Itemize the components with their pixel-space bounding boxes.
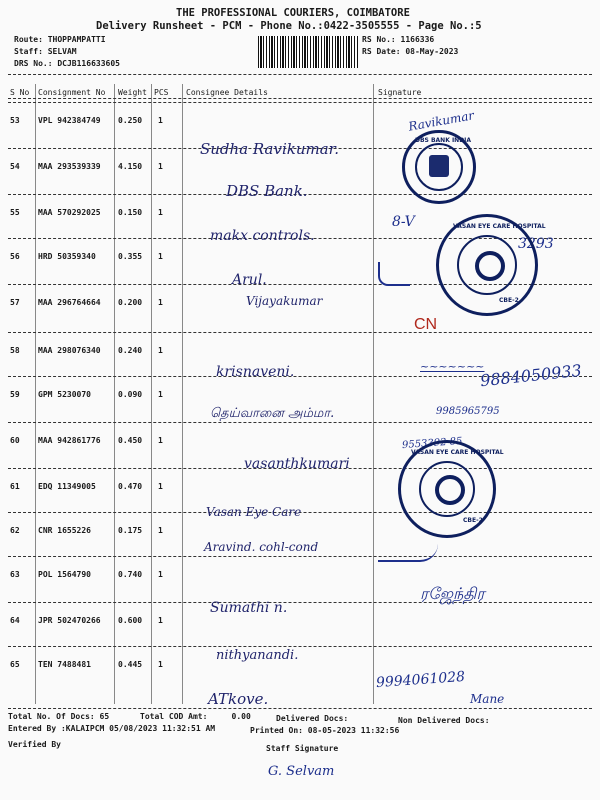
- consignee-hw: makx controls.: [210, 228, 315, 244]
- row-weight: 0.600: [118, 616, 143, 625]
- hospital-stamp: [398, 440, 504, 538]
- stamp-emblem: [429, 155, 449, 177]
- row-consignment: HRD 50359340: [38, 252, 96, 261]
- row-sno: 56: [10, 252, 20, 261]
- total-docs: Total No. Of Docs: 65: [8, 712, 110, 721]
- col-divider: [35, 84, 36, 704]
- signature-hw: ரஜேந்திர: [420, 584, 485, 603]
- total-cod: Total COD Amt: 0.00: [140, 712, 251, 721]
- eye-logo-icon: [435, 475, 465, 505]
- row-sno: 58: [10, 346, 20, 355]
- phone-hw: 9994061028: [375, 668, 466, 692]
- row-separator: [8, 98, 592, 99]
- row-weight: 0.450: [118, 436, 143, 445]
- header-top-rule: [8, 74, 592, 75]
- staff-signature-hw: G. Selvam: [268, 764, 335, 779]
- consignee-hw: krisnaveni.: [216, 364, 295, 380]
- cn-mark: CN: [414, 316, 438, 333]
- stamp-city: CBE-2: [499, 297, 519, 304]
- stamp-city: CBE-2: [463, 517, 483, 524]
- consignee-hw: vasanthkumari: [244, 456, 350, 472]
- row-weight: 0.150: [118, 208, 143, 217]
- row-separator: [8, 602, 592, 603]
- row-pcs: 1: [158, 526, 163, 535]
- row-consignment: MAA 298076340: [38, 346, 101, 355]
- row-weight: 0.250: [118, 116, 143, 125]
- row-sno: 64: [10, 616, 20, 625]
- col-consignee: Consignee Details: [186, 88, 268, 97]
- row-consignment: TEN 7488481: [38, 660, 91, 669]
- row-pcs: 1: [158, 252, 163, 261]
- non-delivered-docs: Non Delivered Docs:: [398, 716, 490, 725]
- consignee-hw: தெய்வானை அம்மா.: [210, 406, 335, 421]
- row-weight: 0.090: [118, 390, 143, 399]
- row-separator: [8, 422, 592, 423]
- row-pcs: 1: [158, 616, 163, 625]
- row-weight: 4.150: [118, 162, 143, 171]
- row-pcs: 1: [158, 346, 163, 355]
- courier-title: THE PROFESSIONAL COURIERS, COIMBATORE: [176, 7, 410, 19]
- stamp-text: DBS BANK INDIA: [415, 137, 472, 144]
- row-consignment: JPR 502470266: [38, 616, 101, 625]
- row-consignment: EDQ 11349005: [38, 482, 96, 491]
- row-separator: [8, 332, 592, 333]
- signature-hw: 8-V: [392, 214, 415, 230]
- eye-logo-icon: [475, 251, 505, 281]
- rs-number: RS No.: 1166336: [362, 35, 435, 44]
- row-sno: 55: [10, 208, 20, 217]
- row-weight: 0.240: [118, 346, 143, 355]
- row-pcs: 1: [158, 660, 163, 669]
- row-consignment: CNR 1655226: [38, 526, 91, 535]
- row-pcs: 1: [158, 390, 163, 399]
- col-divider: [114, 84, 115, 704]
- row-weight: 0.175: [118, 526, 143, 535]
- row-pcs: 1: [158, 162, 163, 171]
- row-pcs: 1: [158, 208, 163, 217]
- row-pcs: 1: [158, 298, 163, 307]
- row-weight: 0.200: [118, 298, 143, 307]
- row-sno: 57: [10, 298, 20, 307]
- row-pcs: 1: [158, 570, 163, 579]
- stamp-text: VASAN EYE CARE HOSPITAL: [411, 449, 504, 456]
- row-consignment: MAA 942861776: [38, 436, 101, 445]
- row-weight: 0.470: [118, 482, 143, 491]
- col-weight: Weight: [118, 88, 147, 97]
- row-sno: 60: [10, 436, 20, 445]
- stamp-text: VASAN EYE CARE HOSPITAL: [453, 223, 546, 230]
- row-pcs: 1: [158, 482, 163, 491]
- delivered-docs: Delivered Docs:: [276, 714, 349, 723]
- row-separator: [8, 646, 592, 647]
- route-label: Route: THOPPAMPATTI: [14, 35, 106, 44]
- row-consignment: GPM 5230070: [38, 390, 91, 399]
- consignee-hw: Vasan Eye Care: [206, 505, 302, 519]
- row-sno: 63: [10, 570, 20, 579]
- entered-by: Entered By :KALAIPCM 05/08/2023 11:32:51 AM: [8, 724, 216, 733]
- col-divider: [151, 84, 152, 704]
- consignee-hw: ATkove.: [208, 690, 269, 708]
- col-signature: Signature: [378, 88, 422, 97]
- row-weight: 0.740: [118, 570, 143, 579]
- row-consignment: VPL 942384749: [38, 116, 101, 125]
- col-sno: S No: [10, 88, 30, 97]
- col-pcs: PCS: [154, 88, 169, 97]
- col-divider: [373, 84, 374, 704]
- row-consignment: MAA 296764664: [38, 298, 101, 307]
- row-sno: 54: [10, 162, 20, 171]
- phone-hw: 9985965795: [436, 406, 500, 417]
- row-sno: 61: [10, 482, 20, 491]
- barcode: [258, 36, 358, 68]
- verified-by: Verified By: [8, 740, 61, 749]
- row-separator: [8, 102, 592, 103]
- consignee-hw: nithyanandi.: [216, 648, 299, 663]
- signature-scribble: ~~~~~~~: [420, 360, 485, 373]
- row-pcs: 1: [158, 436, 163, 445]
- row-pcs: 1: [158, 116, 163, 125]
- row-consignment: POL 1564790: [38, 570, 91, 579]
- col-consignment: Consignment No: [38, 88, 106, 97]
- row-sno: 62: [10, 526, 20, 535]
- rs-date: RS Date: 08-May-2023: [362, 47, 459, 56]
- signature-scribble: [378, 262, 410, 286]
- staff-signature-label: Staff Signature: [266, 744, 339, 753]
- signature-hw: Ravikumar: [407, 108, 476, 134]
- staff-label: Staff: SELVAM: [14, 47, 77, 56]
- phone-hw: 9553392 85: [401, 435, 463, 452]
- consignee-hw: Sumathi n.: [210, 600, 288, 616]
- hospital-stamp: [436, 214, 546, 316]
- row-weight: 0.355: [118, 252, 143, 261]
- row-weight: 0.445: [118, 660, 143, 669]
- consignee-hw: Sudha Ravikumar.: [200, 140, 339, 158]
- phone-hw: 9884050933: [479, 360, 583, 391]
- row-consignment: MAA 293539339: [38, 162, 101, 171]
- footer-top-rule: [8, 708, 592, 709]
- drs-number: DRS No.: DCJB116633605: [14, 59, 120, 68]
- row-consignment: MAA 570292025: [38, 208, 101, 217]
- row-sno: 53: [10, 116, 20, 125]
- bank-stamp: [402, 130, 476, 204]
- col-divider: [182, 84, 183, 704]
- row-separator: [8, 556, 592, 557]
- row-sno: 59: [10, 390, 20, 399]
- printed-on: Printed On: 08-05-2023 11:32:56: [250, 726, 400, 735]
- signature-hw: Mane: [470, 692, 505, 706]
- signature-scribble: [378, 544, 438, 562]
- runsheet-subtitle: Delivery Runsheet - PCM - Phone No.:0422-3505555 - Page No.:5: [96, 20, 482, 32]
- consignee-hw: Aravind. cohl-cond: [204, 540, 319, 554]
- signature-hw: 3293: [518, 236, 554, 252]
- consignee-hw: Vijayakumar: [246, 294, 323, 308]
- consignee-hw: DBS Bank.: [226, 182, 308, 200]
- consignee-hw: Arul.: [232, 272, 267, 288]
- row-sno: 65: [10, 660, 20, 669]
